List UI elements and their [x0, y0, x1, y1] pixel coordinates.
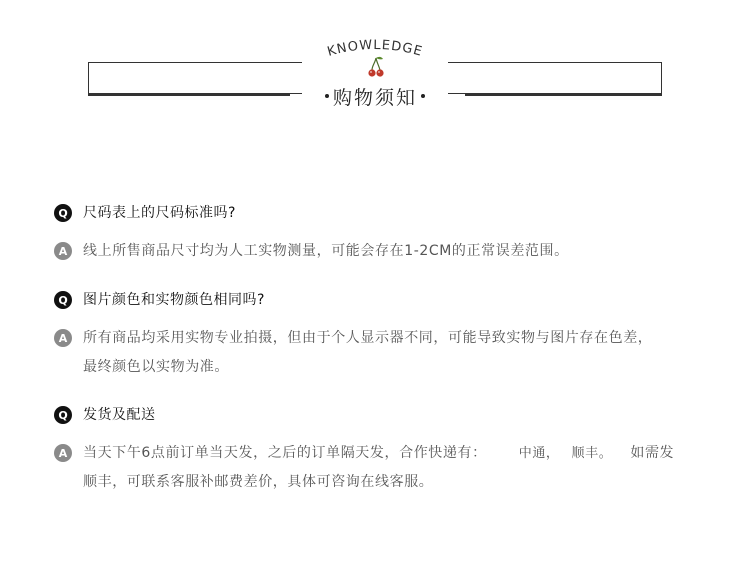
answer-line: 线上所售商品尺寸均为人工实物测量，可能会存在1-2CM的正常误差范围。	[83, 243, 569, 259]
answer-text	[83, 237, 713, 266]
answer-row	[54, 328, 734, 382]
question-badge: Q	[54, 291, 72, 309]
faq-item-size	[54, 203, 734, 266]
courier-zto: 中通，	[518, 446, 560, 461]
answer-line: 所有商品均采用实物专业拍摄，但由于个人显示器不同，可能导致实物与图片存在色差，	[83, 330, 653, 346]
title-dot-left	[325, 94, 329, 98]
answer-line: 最终颜色以实物为准。	[83, 359, 229, 375]
header-rule-left	[88, 94, 290, 96]
answer-badge: A	[54, 242, 72, 260]
page-title-text: 购物须知	[332, 86, 417, 109]
answer-text	[83, 439, 713, 497]
courier-sf: 顺丰。	[571, 446, 613, 461]
answer-row	[54, 443, 734, 497]
faq-item-shipping	[54, 405, 734, 497]
title-dot-right	[421, 94, 425, 98]
question-text: 图片颜色和实物颜色相同吗?	[83, 292, 265, 308]
answer-badge: A	[54, 444, 72, 462]
answer-badge: A	[54, 329, 72, 347]
question-text: 发货及配送	[83, 407, 156, 423]
question-text: 尺码表上的尺码标准吗?	[83, 205, 236, 221]
answer-line: 顺丰，可联系客服补邮费差价，具体可咨询在线客服。	[83, 474, 434, 490]
page-title	[300, 82, 450, 110]
question-row	[54, 203, 734, 223]
faq-item-color	[54, 290, 734, 382]
answer-line-segment: 如需发	[630, 445, 675, 461]
cherry-icon	[366, 55, 386, 79]
answer-row	[54, 241, 734, 266]
answer-line-segment: 当天下午6点前订单当天发，之后的订单隔天发，合作快递有：	[83, 445, 487, 461]
answer-line	[83, 439, 713, 468]
question-row	[54, 405, 734, 425]
question-badge: Q	[54, 204, 72, 222]
header-rule-right	[465, 94, 662, 96]
question-row	[54, 290, 734, 310]
arc-title-text: KNOWLEDGE	[325, 37, 425, 60]
question-badge: Q	[54, 406, 72, 424]
knowledge-header	[0, 0, 750, 130]
answer-text	[83, 324, 713, 382]
